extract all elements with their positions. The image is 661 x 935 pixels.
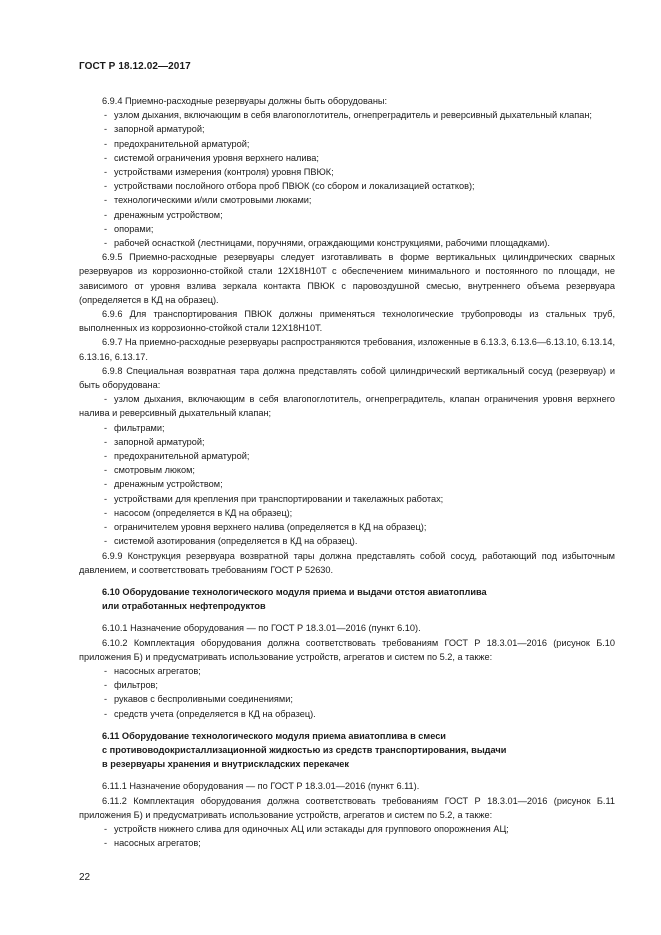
list-item [79, 707, 615, 721]
list-item-text: запорной арматурой; [114, 436, 205, 447]
list-item [79, 151, 615, 165]
dash-bullet: - [104, 238, 108, 249]
page-number: 22 [79, 872, 91, 883]
list-item [79, 836, 615, 850]
paragraph: 6.11.2 Комплектация оборудования должна соответствовать требованиям ГОСТ Р 18.3.01—2016 (рисунок Б.11 приложения Б) и предусматривать использование устройств, агрегатов и систем по 5.2, а также: [79, 795, 615, 820]
dash-bullet: - [104, 223, 108, 234]
list-item [79, 165, 615, 179]
dash-bullet: - [104, 522, 108, 533]
list-item-text: фильтрами; [114, 422, 165, 433]
list-item-text: устройствами измерения (контроля) уровня ПВЮК; [114, 167, 334, 178]
list-item-text: средств учета (определяется в КД на образец). [114, 708, 316, 719]
section-heading [79, 729, 615, 772]
paragraph: 6.9.7 На приемно-расходные резервуары распространяются требования, изложенные в 6.13.3, 6.13.6—6.13.10, 6.13.14, 6.13.16, 6.13.17. [79, 337, 615, 362]
list-item-text: насосных агрегатов; [114, 665, 201, 676]
list-item [79, 108, 615, 122]
dash-bullet: - [104, 694, 108, 705]
document-body [79, 94, 615, 850]
list-item [79, 435, 615, 449]
section-heading-line: 6.11 Оборудование технологического модуля приема авиатоплива в смеси [102, 730, 446, 741]
paragraph: 6.11.1 Назначение оборудования — по ГОСТ Р 18.3.01—2016 (пункт 6.11). [102, 781, 420, 792]
dash-bullet: - [104, 451, 108, 462]
list-item-text: узлом дыхания, включающим в себя влагопоглотитель, огнепреградитель и реверсивный дыхательный клапан; [114, 110, 592, 121]
dash-bullet: - [104, 124, 108, 135]
list-item [79, 137, 615, 151]
dash-bullet: - [104, 708, 108, 719]
list-item [79, 222, 615, 236]
list-item-text: системой ограничения уровня верхнего налива; [114, 152, 319, 163]
list-item [79, 477, 615, 491]
list-item-text: рукавов с беспроливными соединениями; [114, 694, 293, 705]
list-item [79, 822, 615, 836]
list-item [79, 122, 615, 136]
list-item-text: насосных агрегатов; [114, 838, 201, 849]
paragraph: 6.9.6 Для транспортирования ПВЮК должны применяться технологические трубопроводы из стальных труб, выполненных из коррозионно-стойкой стали 12Х18Н10Т. [79, 309, 615, 334]
section-heading-line: в резервуары хранения и внутрискладских перекачек [102, 759, 349, 770]
paragraph: 6.10.1 Назначение оборудования — по ГОСТ Р 18.3.01—2016 (пункт 6.10). [102, 623, 421, 634]
list-item-text: рабочей оснасткой (лестницами, поручнями, ограждающими конструкциями, рабочими площадками). [114, 238, 550, 249]
section-heading-line: с противоводокристаллизационной жидкостью из средств транспортирования, выдачи [102, 744, 507, 755]
paragraph: 6.9.8 Специальная возвратная тара должна представлять собой цилиндрический вертикальный сосуд (резервуар) и быть оборудована: [79, 365, 615, 391]
list-item-text: ограничителем уровня верхнего налива (определяется в КД на образец); [114, 522, 427, 533]
list-item [79, 193, 615, 207]
dash-bullet: - [104, 680, 108, 691]
dash-bullet: - [104, 536, 108, 547]
list-item [79, 492, 615, 506]
list-item-text: устройствами послойного отбора проб ПВЮК (со сбором и локализацией остатков); [114, 181, 475, 192]
list-item [79, 692, 615, 706]
list-item-text: системой азотирования (определяется в КД на образец). [114, 536, 358, 547]
list-item-text: предохранительной арматурой; [114, 451, 250, 462]
list-item-text: технологическими и/или смотровыми люками; [114, 195, 312, 206]
dash-bullet: - [104, 110, 108, 121]
dash-bullet: - [104, 422, 108, 433]
list-item [79, 506, 615, 520]
dash-bullet: - [104, 479, 108, 490]
dash-bullet: - [104, 436, 108, 447]
list-item-text: дренажным устройством; [114, 479, 223, 490]
dash-bullet: - [104, 465, 108, 476]
dash-bullet: - [104, 152, 108, 163]
section-heading [79, 585, 615, 613]
list-item-text: устройствами для крепления при транспортировании и такелажных работах; [114, 493, 444, 504]
list-item-text: насосом (определяется в КД на образец); [114, 507, 293, 518]
list-item-text: дренажным устройством; [114, 209, 223, 220]
paragraph: 6.10.2 Комплектация оборудования должна соответствовать требованиям ГОСТ Р 18.3.01—2016 (рисунок Б.10 приложения Б) и предусматривать использование устройств, агрегатов и систем по 5.2, а также: [79, 637, 615, 662]
list-item [79, 208, 615, 222]
dash-bullet: - [104, 167, 108, 178]
list-item [79, 463, 615, 477]
document-header: ГОСТ Р 18.12.02—2017 [79, 61, 191, 72]
dash-bullet: - [104, 138, 108, 149]
paragraph: 6.9.9 Конструкция резервуара возвратной тары должна представлять собой сосуд, работающий под избыточным давлением, и соответствовать требованиям ГОСТ Р 52630. [79, 550, 615, 575]
list-item [79, 236, 615, 250]
list-item-text: предохранительной арматурой; [114, 138, 250, 149]
list-item [79, 534, 615, 548]
list-item [79, 520, 615, 534]
section-heading-line: или отработанных нефтепродуктов [102, 601, 266, 612]
list-item [79, 179, 615, 193]
dash-bullet: - [104, 665, 108, 676]
paragraph: 6.9.5 Приемно-расходные резервуары следует изготавливать в форме вертикальных цилиндрических сварных резервуаров из коррозионно-стойкой стали 12Х18Н10Т с обеспечением минимального и постоянного по площади, не зависимого от уровня взлива зеркала контакта ПВЮК с паровоздушной смесью, внутреннего объема резервуара (определяется в КД на образец). [79, 252, 615, 305]
list-item-text: фильтров; [114, 680, 158, 691]
list-item-text: смотровым люком; [114, 465, 195, 476]
dash-bullet: - [104, 195, 108, 206]
list-item-text: запорной арматурой; [114, 124, 205, 135]
dash-bullet: - [104, 493, 108, 504]
dash-bullet: - [104, 823, 108, 834]
list-item [79, 678, 615, 692]
list-item [79, 421, 615, 435]
list-item [79, 449, 615, 463]
list-item [79, 664, 615, 678]
dash-bullet: - [104, 209, 108, 220]
dash-bullet: - [104, 838, 108, 849]
list-item-text: узлом дыхания, включающим в себя влагопоглотитель, огнепреградитель, клапан ограничения уровня верхнего налива и реверсивный дыхательный клапан; [79, 394, 615, 419]
paragraph: 6.9.4 Приемно-расходные резервуары должны быть оборудованы: [102, 96, 388, 106]
list-item [79, 392, 615, 420]
list-item-text: устройств нижнего слива для одиночных АЦ или эстакады для группового опорожнения АЦ; [114, 823, 509, 834]
dash-bullet: - [104, 507, 108, 518]
dash-bullet: - [104, 394, 108, 405]
dash-bullet: - [104, 181, 108, 192]
list-item-text: опорами; [114, 223, 154, 234]
section-heading-line: 6.10 Оборудование технологического модуля приема и выдачи отстоя авиатоплива [102, 586, 487, 597]
